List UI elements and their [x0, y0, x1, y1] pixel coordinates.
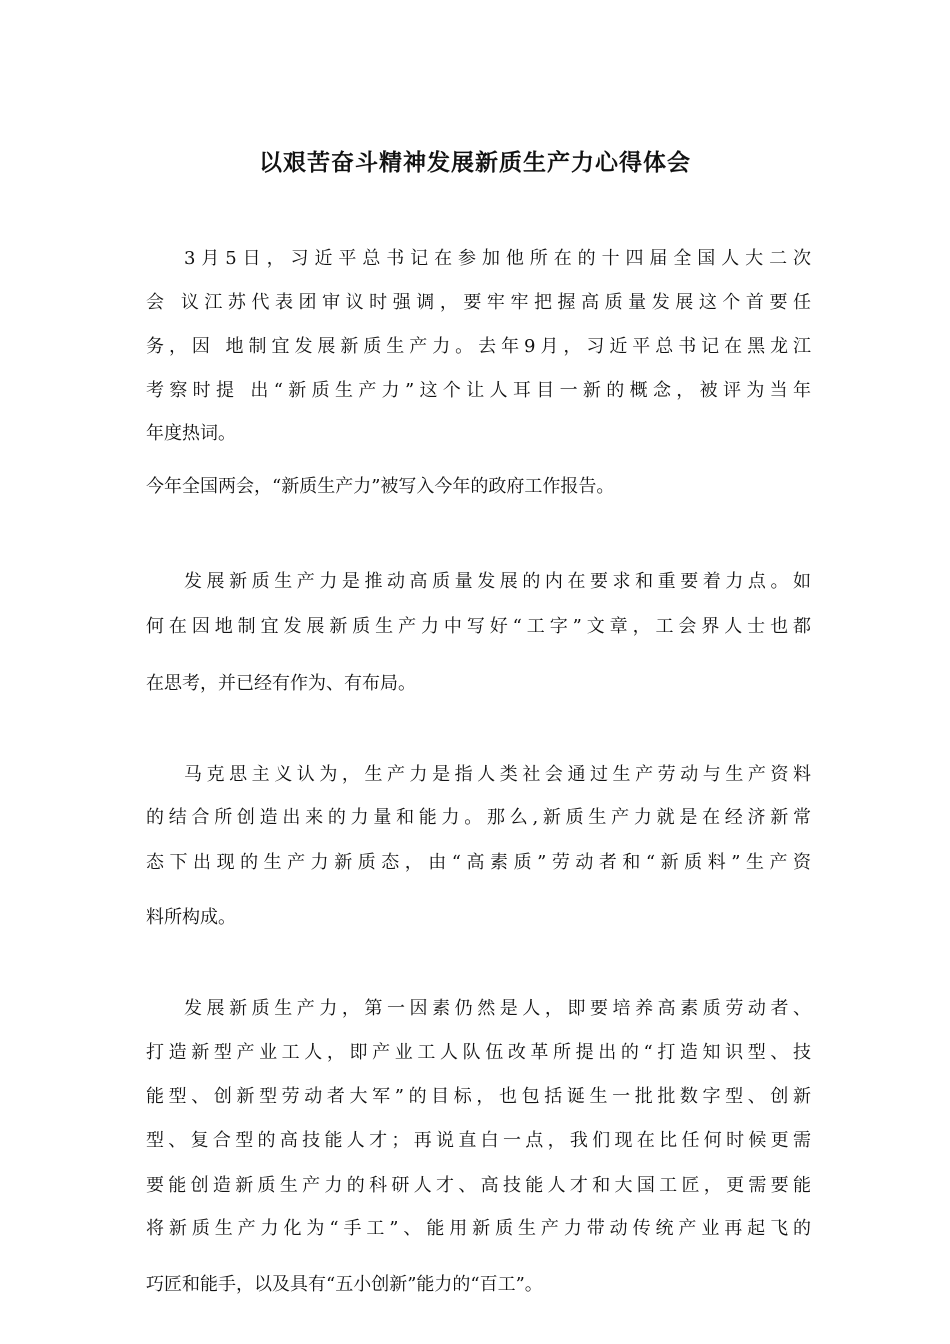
paragraph-2-line-1: 今年全国两会，“新质生产力”被写入今年的政府工作报告。	[146, 476, 615, 497]
paragraph-3-line-3: 在思考，并已经有作为、有布局。	[146, 673, 416, 694]
paragraph-1-line-2: 会 议江苏代表团审议时强调，要牢牢把握高质量发展这个首要任	[146, 292, 811, 313]
paragraph-4-line-4: 料所构成。	[146, 907, 236, 928]
paragraph-5-line-5: 要能创造新质生产力的科研人才、高技能人才和大国工匠，更需要能	[146, 1175, 811, 1196]
paragraph-1-line-4: 考察时提 出“新质生产力”这个让人耳目一新的概念，被评为当年	[146, 380, 811, 401]
paragraph-1-line-5: 年度热词。	[146, 423, 236, 444]
paragraph-1-line-3: 务，因 地制宜发展新质生产力。去年9月，习近平总书记在黑龙江	[146, 336, 811, 357]
paragraph-5-line-2: 打造新型产业工人，即产业工人队伍改革所提出的“打造知识型、技	[146, 1042, 811, 1063]
paragraph-4-line-2: 的结合所创造出来的力量和能力。那么,新质生产力就是在经济新常	[146, 807, 811, 828]
paragraph-5-line-7: 巧匠和能手，以及具有“五小创新”能力的“百工”。	[146, 1274, 543, 1295]
paragraph-1-line-1: 3月5日，习近平总书记在参加他所在的十四届全国人大二次	[184, 248, 811, 269]
paragraph-3-line-1: 发展新质生产力是推动高质量发展的内在要求和重要着力点。如	[184, 571, 811, 592]
paragraph-5-line-3: 能型、创新型劳动者大军”的目标，也包括诞生一批批数字型、创新	[146, 1086, 811, 1107]
paragraph-4-line-3: 态下出现的生产力新质态，由“高素质”劳动者和“新质料”生产资	[146, 852, 811, 873]
paragraph-5-line-1: 发展新质生产力，第一因素仍然是人，即要培养高素质劳动者、	[184, 998, 811, 1019]
paragraph-4-line-1: 马克思主义认为，生产力是指人类社会通过生产劳动与生产资料	[184, 764, 811, 785]
paragraph-5-line-4: 型、复合型的高技能人才；再说直白一点，我们现在比任何时候更需	[146, 1130, 811, 1151]
document-title: 以艰苦奋斗精神发展新质生产力心得体会	[259, 149, 691, 176]
paragraph-3-line-2: 何在因地制宜发展新质生产力中写好“工字”文章，工会界人士也都	[146, 616, 811, 637]
paragraph-5-line-6: 将新质生产力化为“手工”、能用新质生产力带动传统产业再起飞的	[146, 1218, 811, 1239]
